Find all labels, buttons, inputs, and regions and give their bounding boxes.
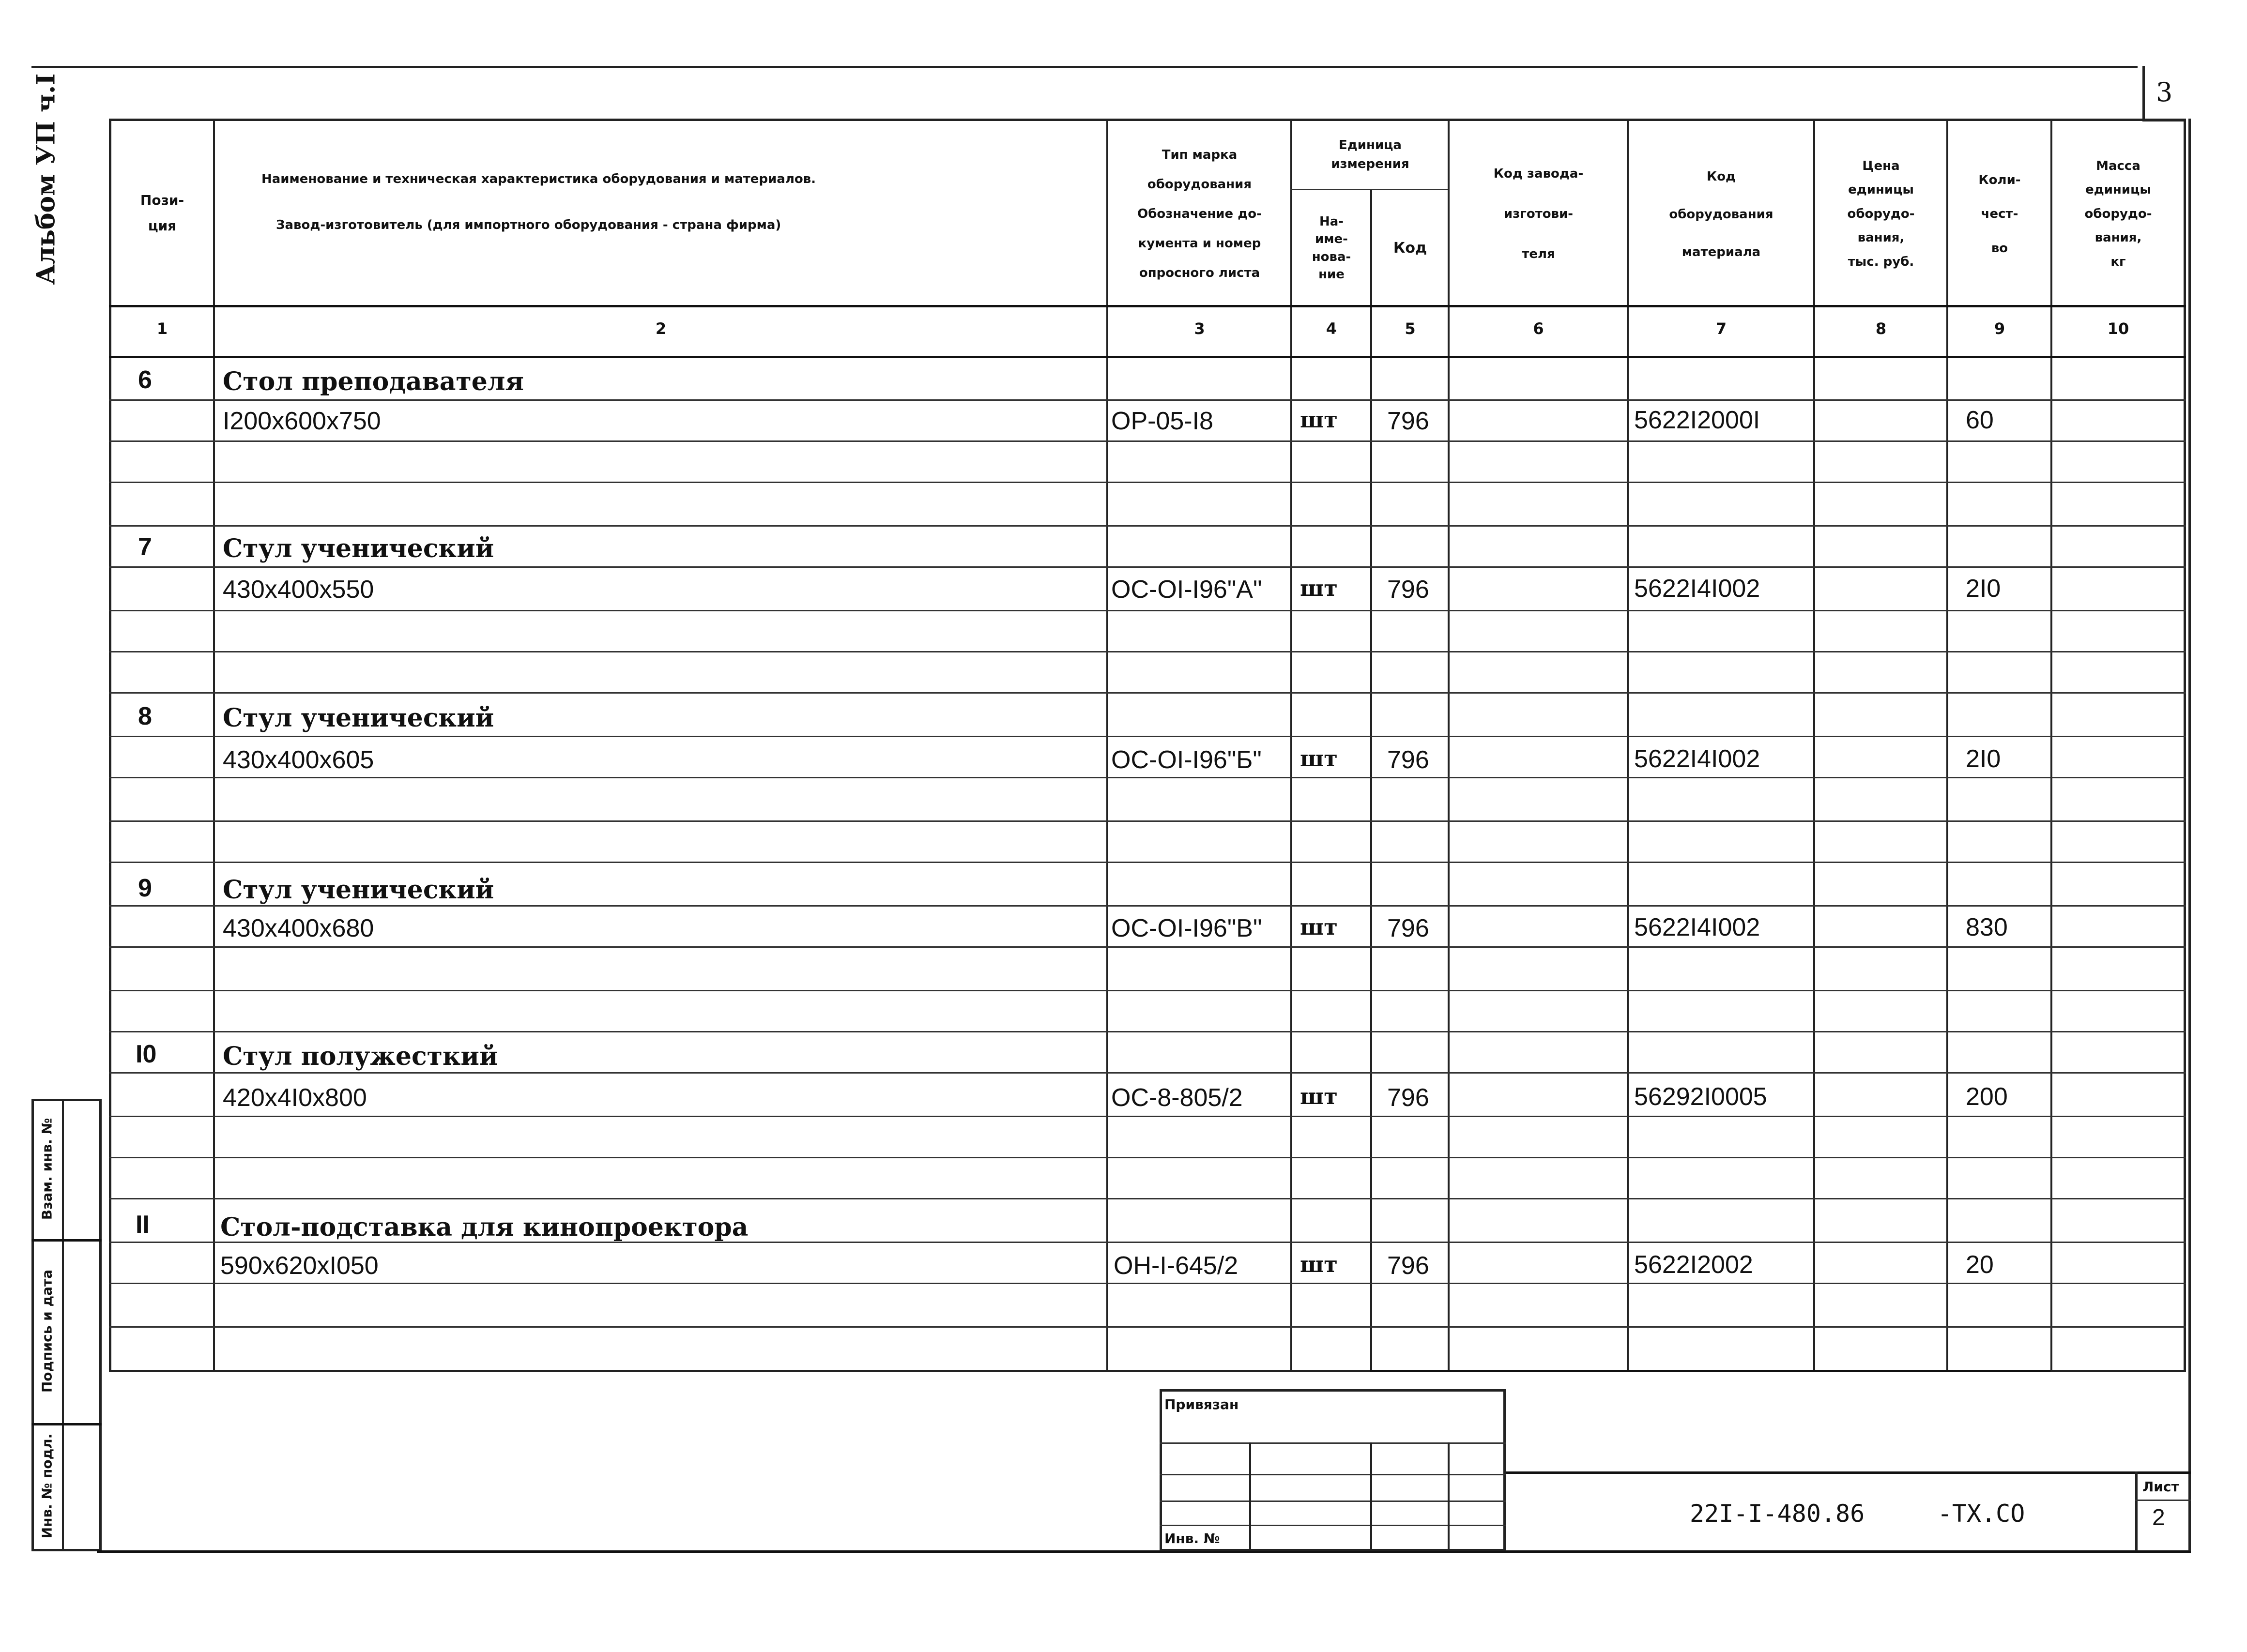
header-bottom-line bbox=[109, 305, 2186, 307]
item-equipment-code: 56292I0005 bbox=[1634, 1083, 1767, 1111]
item-type: ОС-ОI-I96"В" bbox=[1111, 914, 1262, 942]
sheet-top-number: 3 bbox=[2142, 66, 2184, 121]
side-stamp-divider bbox=[62, 1099, 64, 1551]
item-unit-code: 796 bbox=[1387, 407, 1429, 435]
item-name: Стул ученический bbox=[223, 875, 494, 905]
item-quantity: 830 bbox=[1966, 913, 2008, 941]
header-quantity: Коли- чест- во bbox=[1978, 173, 2021, 256]
row-line bbox=[109, 736, 2186, 737]
unit-subheader-line bbox=[1290, 189, 1448, 190]
row-line bbox=[109, 946, 2186, 948]
title-block-top bbox=[1506, 1471, 2191, 1474]
column-number: 10 bbox=[2107, 319, 2129, 338]
row-line bbox=[109, 1072, 2186, 1074]
item-equipment-code: 5622I4I002 bbox=[1634, 745, 1760, 773]
item-position: 7 bbox=[138, 533, 152, 561]
album-label: Альбом УП ч.I bbox=[31, 73, 61, 285]
item-equipment-code: 5622I4I002 bbox=[1634, 913, 1760, 941]
item-type: ОС-ОI-I96"Б" bbox=[1111, 746, 1262, 774]
frame-right-line bbox=[2188, 119, 2191, 1551]
row-line bbox=[109, 1116, 2186, 1117]
item-unit: шт bbox=[1300, 575, 1338, 601]
item-quantity: 2I0 bbox=[1966, 575, 2001, 603]
privyazan-col bbox=[1370, 1442, 1372, 1551]
item-unit: шт bbox=[1300, 1251, 1338, 1277]
item-unit-code: 796 bbox=[1387, 1084, 1429, 1112]
privyazan-label: Привязан bbox=[1164, 1396, 1239, 1412]
privyazan-col bbox=[1448, 1442, 1450, 1551]
column-number: 7 bbox=[1715, 319, 1727, 338]
row-line bbox=[109, 1326, 2186, 1328]
item-type: ОС-8-805/2 bbox=[1111, 1084, 1243, 1112]
document-number: 22I-I-480.86 -ТХ.СО bbox=[1690, 1500, 2025, 1528]
header-factory-code: Код завода- изготови- теля bbox=[1493, 166, 1584, 262]
item-size: 430x400x680 bbox=[223, 914, 374, 942]
privyazan-line bbox=[1160, 1442, 1506, 1444]
row-line bbox=[109, 1157, 2186, 1158]
item-name: Стул полужесткий bbox=[223, 1042, 498, 1071]
side-stamp-line bbox=[31, 1423, 102, 1425]
row-line bbox=[109, 440, 2186, 442]
row-line bbox=[109, 525, 2186, 527]
column-number: 5 bbox=[1405, 319, 1416, 338]
vzam-inv-label: Взам. инв. № bbox=[39, 1118, 55, 1220]
privyazan-col bbox=[1249, 1442, 1251, 1551]
item-size: 430x400x550 bbox=[223, 576, 374, 604]
row-line bbox=[109, 905, 2186, 907]
item-position: 8 bbox=[138, 702, 152, 730]
top-border-line bbox=[31, 66, 2138, 68]
privyazan-line bbox=[1160, 1525, 1506, 1526]
item-unit-code: 796 bbox=[1387, 576, 1429, 604]
inv-no-label: Инв. № bbox=[1164, 1531, 1220, 1546]
row-line bbox=[109, 820, 2186, 822]
item-unit-code: 796 bbox=[1387, 1252, 1429, 1280]
item-quantity: 2I0 bbox=[1966, 745, 2001, 773]
item-quantity: 200 bbox=[1966, 1083, 2008, 1111]
row-line bbox=[109, 482, 2186, 483]
item-position: I0 bbox=[136, 1040, 157, 1068]
privyazan-block bbox=[1160, 1389, 1506, 1551]
frame-bottom-line bbox=[97, 1550, 2191, 1553]
item-unit: шт bbox=[1300, 745, 1338, 772]
header-equipment-code: Код оборудования материала bbox=[1669, 169, 1773, 259]
column-number: 3 bbox=[1194, 319, 1205, 338]
row-line bbox=[109, 990, 2186, 991]
col-line bbox=[1370, 189, 1372, 1372]
row-line bbox=[109, 777, 2186, 778]
column-number: 1 bbox=[156, 319, 168, 338]
podpis-data-label: Подпись и дата bbox=[39, 1269, 55, 1393]
item-unit: шт bbox=[1300, 407, 1338, 433]
header-name-line2: Завод-изготовитель (для импортного оборудования - страна фирма) bbox=[276, 218, 781, 232]
item-unit-code: 796 bbox=[1387, 914, 1429, 942]
item-quantity: 60 bbox=[1966, 406, 1994, 434]
item-name: Стол преподавателя bbox=[223, 367, 524, 396]
item-size: 420x4I0x800 bbox=[223, 1084, 367, 1112]
column-number: 8 bbox=[1875, 319, 1887, 338]
row-line bbox=[109, 610, 2186, 611]
item-type: ОР-05-I8 bbox=[1111, 407, 1213, 435]
header-type: Тип марка оборудования Обозначение до- кумента и номер опросного листа bbox=[1137, 147, 1262, 281]
column-number: 9 bbox=[1994, 319, 2005, 338]
item-unit: шт bbox=[1300, 914, 1338, 940]
item-equipment-code: 5622I2000I bbox=[1634, 406, 1760, 434]
colnum-bottom-line bbox=[109, 356, 2186, 358]
header-unit-name: На- име- нова- ние bbox=[1312, 214, 1351, 282]
side-stamp-line bbox=[31, 1239, 102, 1242]
item-size: I200x600x750 bbox=[223, 407, 381, 435]
inv-podl-label: Инв. № подл. bbox=[39, 1433, 55, 1539]
item-position: 6 bbox=[138, 366, 152, 394]
header-price: Цена единицы оборудо- вания, тыс. руб. bbox=[1847, 159, 1915, 269]
list-divider bbox=[2135, 1471, 2138, 1551]
row-line bbox=[109, 651, 2186, 652]
privyazan-line bbox=[1160, 1500, 1506, 1502]
item-position: II bbox=[136, 1211, 150, 1239]
column-number: 4 bbox=[1326, 319, 1337, 338]
item-name: Стол-подставка для кинопроектора bbox=[220, 1212, 749, 1242]
row-line bbox=[109, 692, 2186, 694]
item-type: ОН-I-645/2 bbox=[1114, 1252, 1238, 1280]
row-line bbox=[109, 399, 2186, 401]
item-unit: шт bbox=[1300, 1083, 1338, 1109]
list-divider-h bbox=[2135, 1500, 2191, 1501]
table-bottom-line bbox=[1370, 1370, 2050, 1372]
privyazan-line bbox=[1160, 1474, 1506, 1475]
item-equipment-code: 5622I2002 bbox=[1634, 1251, 1753, 1279]
header-unit-code: Код bbox=[1393, 240, 1427, 257]
item-name: Стул ученический bbox=[223, 703, 494, 733]
item-equipment-code: 5622I4I002 bbox=[1634, 575, 1760, 603]
item-name: Стул ученический bbox=[223, 534, 494, 563]
row-line bbox=[109, 862, 2186, 863]
row-line bbox=[109, 1031, 2186, 1032]
row-line bbox=[109, 1283, 2186, 1284]
header-position: Пози- ция bbox=[140, 192, 184, 234]
item-position: 9 bbox=[138, 874, 152, 902]
row-line bbox=[109, 566, 2186, 568]
column-number: 2 bbox=[655, 319, 667, 338]
header-mass: Масса единицы оборудо- вания, кг bbox=[2084, 159, 2152, 269]
row-line bbox=[109, 1198, 2186, 1199]
header-unit-group: Единица измерения bbox=[1331, 138, 1409, 171]
item-size: 430x400x605 bbox=[223, 746, 374, 774]
header-name-line1: Наименование и техническая характеристика оборудования и материалов. bbox=[261, 172, 816, 186]
column-number: 6 bbox=[1533, 319, 1544, 338]
item-size: 590x620xI050 bbox=[220, 1252, 379, 1280]
item-type: ОС-ОI-I96"А" bbox=[1111, 576, 1262, 604]
list-number: 2 bbox=[2152, 1505, 2165, 1531]
item-unit-code: 796 bbox=[1387, 746, 1429, 774]
item-quantity: 20 bbox=[1966, 1251, 1994, 1279]
list-label: Лист bbox=[2142, 1479, 2179, 1495]
